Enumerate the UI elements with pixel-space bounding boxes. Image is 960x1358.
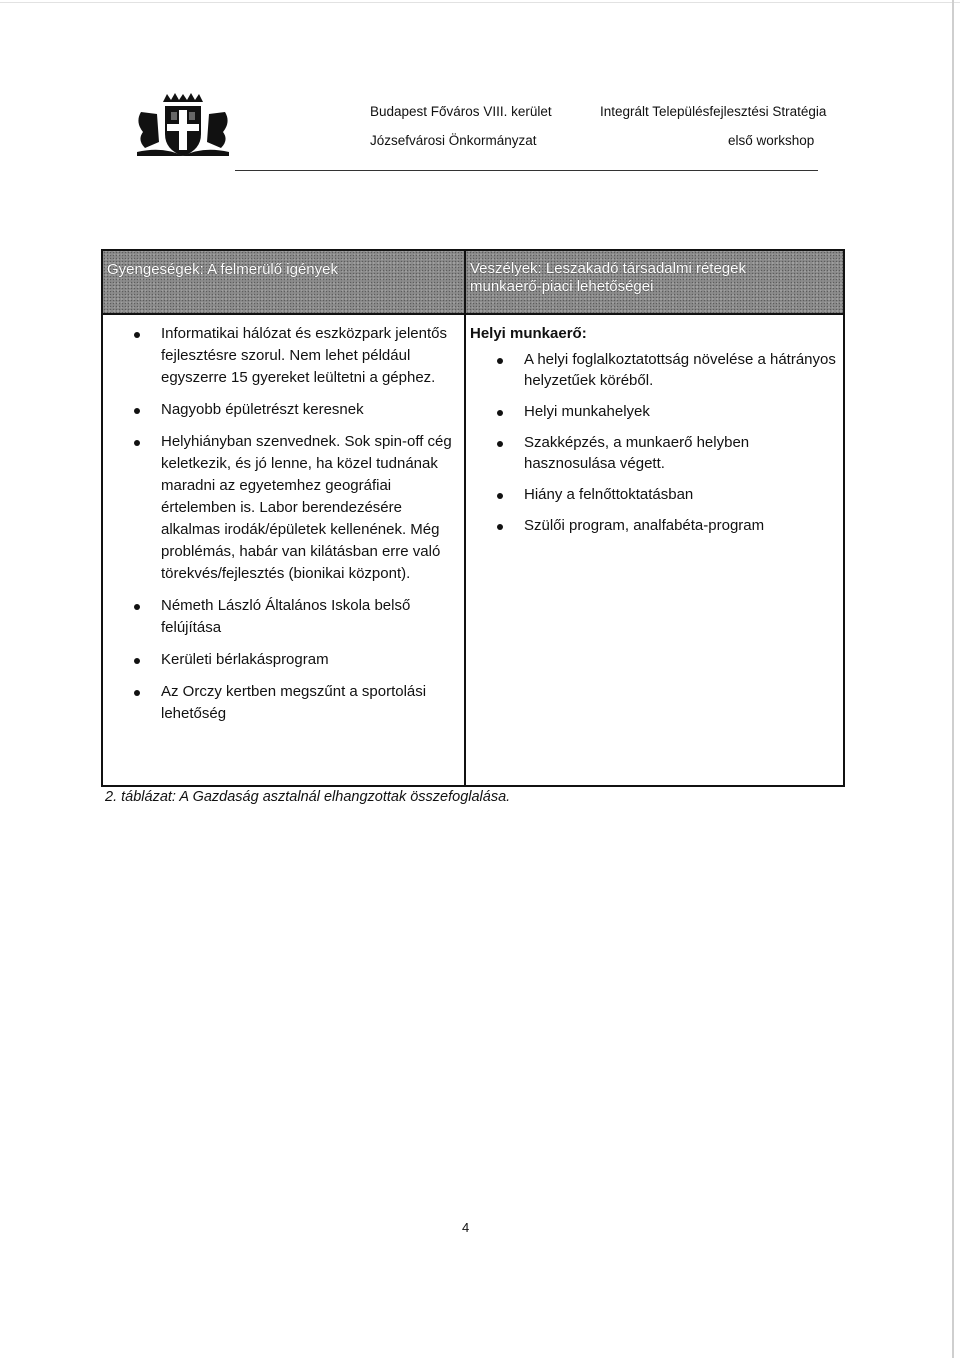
local-workforce-heading: Helyi munkaerő:	[470, 325, 587, 342]
bullet-icon	[497, 358, 503, 364]
threats-list	[466, 349, 843, 536]
list-item	[466, 432, 843, 474]
list-item	[103, 399, 464, 421]
threats-header	[466, 251, 843, 296]
list-item	[103, 431, 464, 585]
list-item-text: Nagyobb épületrészt keresnek	[161, 401, 364, 418]
list-item-text: Szakképzés, a munkaerő helyben hasznosulása végett.	[524, 434, 750, 472]
threats-column	[465, 314, 844, 786]
list-item-text: Helyhiányban szenvednek. Sok spin-off cég keletkezik, és jó lenne, ha közel tudnának maradni az egyetemhez geográfiai értelemben is. Labor berendezésére alkalmas irodák/épületek kellenének. Még problémás, habár van kilátásban erre való törekvés/fejlesztés (bionikai központ).	[161, 433, 452, 582]
weaknesses-column	[102, 314, 465, 786]
summary-table	[101, 249, 845, 787]
weaknesses-list	[103, 315, 464, 725]
list-item-text: Németh László Általános Iskola belső felújítása	[161, 597, 411, 636]
list-item	[103, 681, 464, 725]
bullet-icon	[134, 332, 140, 338]
list-item-text: A helyi foglalkoztatottság növelése a hátrányos helyzetűek köréből.	[524, 351, 836, 389]
bullet-icon	[497, 493, 503, 499]
bullet-icon	[134, 658, 140, 664]
list-item	[103, 649, 464, 671]
list-item-text: Szülői program, analfabéta-program	[524, 517, 765, 534]
table-body-row	[102, 314, 844, 786]
list-item	[103, 595, 464, 639]
scan-artifact-top	[0, 2, 960, 3]
bullet-icon	[134, 440, 140, 446]
weaknesses-header-cell	[102, 250, 465, 314]
list-item	[466, 484, 843, 505]
bullet-icon	[497, 441, 503, 447]
bullet-icon	[134, 408, 140, 414]
list-item	[103, 323, 464, 389]
scan-artifact-edge	[952, 0, 954, 1358]
header-local-government: Józsefvárosi Önkormányzat	[370, 133, 537, 148]
table-header-row	[102, 250, 844, 314]
list-item	[466, 515, 843, 536]
bullet-icon	[497, 410, 503, 416]
list-item	[466, 349, 843, 391]
bullet-icon	[134, 690, 140, 696]
header-municipality: Budapest Főváros VIII. kerület	[370, 104, 552, 119]
list-item-text: Helyi munkahelyek	[524, 403, 650, 420]
list-item-text: Hiány a felnőttoktatásban	[524, 486, 694, 503]
list-item-text: Az Orczy kertben megszűnt a sportolási lehetőség	[161, 683, 427, 722]
header-workshop: első workshop	[728, 133, 815, 148]
bullet-icon	[134, 604, 140, 610]
header-strategy-title: Integrált Településfejlesztési Stratégia	[600, 104, 827, 119]
list-item	[466, 401, 843, 422]
coat-of-arms-icon	[133, 92, 233, 158]
list-item-text: Informatikai hálózat és eszközpark jelentős fejlesztésre szorul. Nem lehet például egyszerre 15 gyereket leültetni a géphez.	[161, 325, 447, 386]
bullet-icon	[497, 524, 503, 530]
header-divider	[235, 170, 818, 171]
weaknesses-header: Gyengeségek: A felmerülő igények	[107, 261, 338, 278]
table-caption: 2. táblázat: A Gazdaság asztalnál elhangzottak összefoglalása.	[105, 789, 511, 805]
list-item-text: Kerületi bérlakásprogram	[161, 651, 329, 668]
threats-header-line1: Veszélyek: Leszakadó társadalmi rétegek	[470, 260, 746, 277]
threats-header-cell	[465, 250, 844, 314]
threats-header-line2: munkaerő-piaci lehetőségei	[470, 278, 654, 295]
page-number: 4	[462, 1220, 470, 1235]
